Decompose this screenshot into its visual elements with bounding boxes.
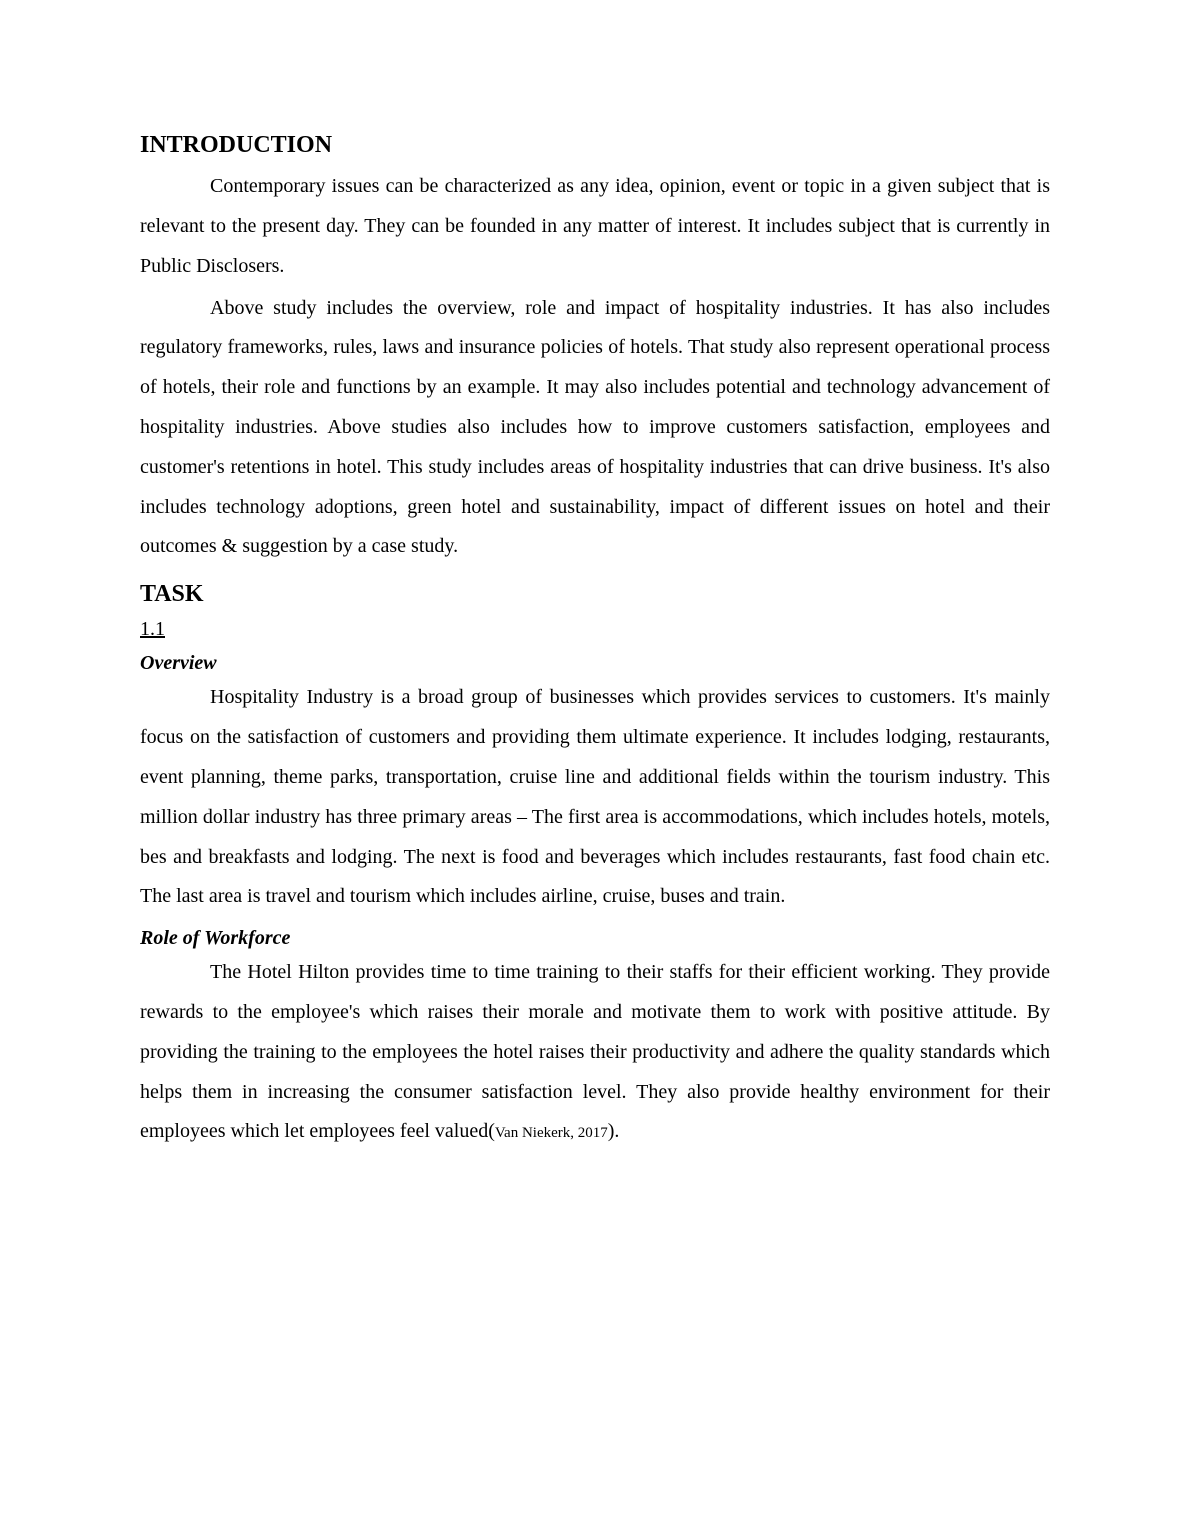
paragraph-intro-1: Contemporary issues can be characterized as any idea, opinion, event or topic in a given subject that is relevant to the present day. They can be founded in any matter of interest. It includes subject that is currently in Public Disclosers. xyxy=(140,175,1050,277)
section-title-task: TASK xyxy=(140,581,204,608)
paragraph-role-of-workforce-1 xyxy=(140,953,1050,1152)
subheading-role-of-workforce: Role of Workforce xyxy=(140,927,291,950)
subheading-overview: Overview xyxy=(140,652,217,675)
citation-reference: Van Niekerk, 2017 xyxy=(494,1125,608,1142)
paragraph-overview-1: Hospitality Industry is a broad group of businesses which provides services to customers. It's mainly focus on the satisfaction of customers and providing them ultimate experience. It includes lodging, restaurants, event planning, theme parks, transportation, cruise line and additional fields within the tourism industry. This million dollar industry has three primary areas – The first area is accommodations, which includes hotels, motels, bes and breakfasts and lodging. The next is food and beverages which includes restaurants, fast food chain etc. The last area is travel and tourism which includes airline, cruise, buses and train. xyxy=(140,686,1050,908)
citation-close: ). xyxy=(607,1120,620,1143)
paragraph-intro-2: Above study includes the overview, role and impact of hospitality industries. It has also includes regulatory frameworks, rules, laws and insurance policies of hotels. That study also represent operational process of hotels, their role and functions by an example. It may also includes potential and technology advancement of hospitality industries. Above studies also includes how to improve customers satisfaction, employees and customer's retentions in hotel. This study includes areas of hospitality industries that can drive business. It's also includes technology adoptions, green hotel and sustainability, impact of different issues on hotel and their outcomes & suggestion by a case study. xyxy=(140,296,1050,558)
paragraph-role-of-workforce-text: The Hotel Hilton provides time to time training to their staffs for their efficient working. They provide rewards to the employee's which raises their morale and motivate them to work with positive attitude. By providing the training to the employees the hotel raises their productivity and adhere the quality standards which helps them in increasing the consumer satisfaction level. They also provide healthy environment for their employees which let employees feel valued( xyxy=(140,961,1050,1143)
section-number-1-1: 1.1 xyxy=(140,618,165,641)
page-title-introduction: INTRODUCTION xyxy=(140,132,333,158)
